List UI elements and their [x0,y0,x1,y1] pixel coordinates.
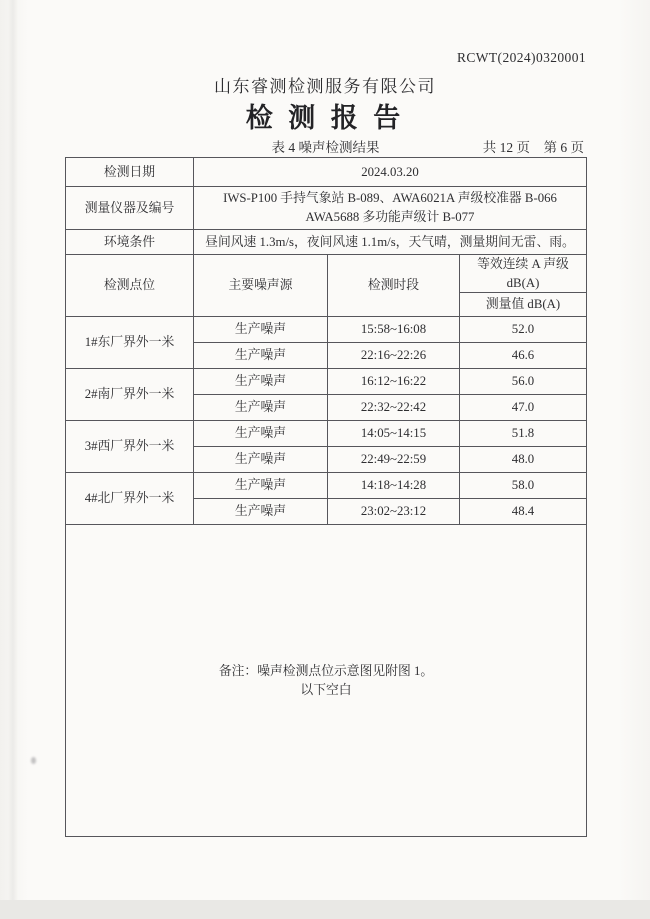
value-cell: 46.6 [460,343,587,369]
period-cell: 22:32~22:42 [328,395,460,421]
col-header-point: 检测点位 [66,255,194,317]
results-table [65,157,587,837]
page-info: 共 12 页 第 6 页 [482,140,584,155]
period-cell: 14:18~14:28 [328,473,460,499]
label-instruments: 测量仪器及编号 [66,187,194,230]
value-cell: 48.0 [460,447,587,473]
period-cell: 15:58~16:08 [328,317,460,343]
source-cell: 生产噪声 [194,473,328,499]
source-cell: 生产噪声 [194,343,328,369]
instruments-line-1: IWS-P100 手持气象站 B-089、AWA6021A 声级校准器 B-066 [223,191,557,205]
period-cell: 23:02~23:12 [328,499,460,525]
table-row [66,317,587,343]
instruments-line-2: AWA5688 多功能声级计 B-077 [305,210,475,224]
table-row [66,369,587,395]
row-instruments [66,187,587,230]
value-cell: 48.4 [460,499,587,525]
report-code: RCWT(2024)0320001 [456,50,586,65]
period-cell: 22:49~22:59 [328,447,460,473]
source-cell: 生产噪声 [194,421,328,447]
table-row [66,473,587,499]
period-cell: 22:16~22:26 [328,343,460,369]
table-row [66,421,587,447]
row-column-headers [66,255,587,293]
value-cell: 52.0 [460,317,587,343]
row-remark [66,525,587,837]
source-cell: 生产噪声 [194,499,328,525]
period-cell: 14:05~14:15 [328,421,460,447]
source-cell: 生产噪声 [194,447,328,473]
point-cell: 1#东厂界外一米 [66,317,194,369]
value-instruments [194,187,587,230]
blank-note: 以下空白 [300,682,352,697]
source-cell: 生产噪声 [194,395,328,421]
value-environment: 昼间风速 1.3m/s，夜间风速 1.1m/s，天气晴，测量期间无雷、雨。 [194,230,587,255]
source-cell: 生产噪声 [194,369,328,395]
value-cell: 56.0 [460,369,587,395]
paper-fold-shade [8,0,18,900]
row-test-date [66,158,587,187]
point-cell: 3#西厂界外一米 [66,421,194,473]
scan-artifact [31,757,36,764]
source-cell: 生产噪声 [194,317,328,343]
label-environment: 环境条件 [66,230,194,255]
col-header-level-group: 等效连续 A 声级 dB(A) [460,255,587,293]
row-environment [66,230,587,255]
table-caption: 表 4 噪声检测结果 [271,140,380,155]
remark-cell [66,525,587,837]
value-test-date: 2024.03.20 [194,158,587,187]
report-title: 检 测 报 告 [245,103,405,133]
label-test-date: 检测日期 [66,158,194,187]
col-header-period: 检测时段 [328,255,460,317]
period-cell: 16:12~16:22 [328,369,460,395]
remark-text: 备注：噪声检测点位示意图见附图 1。 [218,664,434,679]
point-cell: 4#北厂界外一米 [66,473,194,525]
value-cell: 51.8 [460,421,587,447]
col-header-level-value: 测量值 dB(A) [460,293,587,317]
point-cell: 2#南厂界外一米 [66,369,194,421]
col-header-source: 主要噪声源 [194,255,328,317]
value-cell: 47.0 [460,395,587,421]
caption-row [65,136,586,156]
company-name: 山东睿测检测服务有限公司 [214,77,436,96]
value-cell: 58.0 [460,473,587,499]
